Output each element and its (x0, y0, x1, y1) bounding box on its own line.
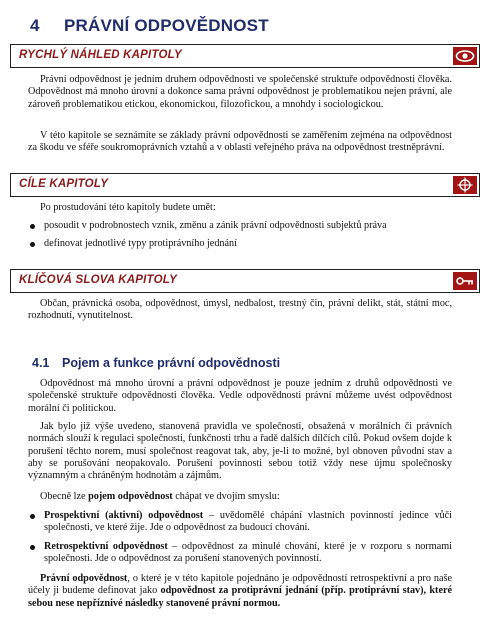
goals-title: CÍLE KAPITOLY (19, 178, 109, 190)
chapter-title: PRÁVNÍ ODPOVĚDNOST (64, 16, 269, 35)
overview-title: RYCHLÝ NÁHLED KAPITOLY (19, 49, 182, 61)
section-paragraph-2: Jak bylo již výše uvedeno, stanovená pravidla ve společnosti, obsažená v morálních či právních normách slouží k regulaci společnosti, funkčnosti trhu a řadě dalších dílčích cílů. Pokud ovšem dojde k porušení těchto norem, musí společnost reagovat tak, aby, je-li to možné, byl obnoven původní stav a aby se porušování neopakovalo. Porušení povinnosti sebou totiž vždy nese újmu společnosky významným a chráněným hodnotám a zájmům. (28, 421, 452, 482)
bullet-icon (30, 514, 35, 519)
key-icon (453, 272, 477, 290)
keywords-title: KLÍČOVÁ SLOVA KAPITOLY (19, 274, 177, 286)
section-paragraph-4: Právní odpovědnost, o které je v této kapitole pojednáno je odpovědností retrospektivní a pro naše účely ji budeme definovat jako odpovědnost za protiprávní jednání (příp. protiprávní stav), které sebou nese nepříznivé následky stanovené právní normou. (28, 573, 453, 609)
goals-item: definovat jednotlivé typy protiprávního jednání (44, 238, 452, 250)
responsibility-bullet: Prospektivní (aktivní) odpovědnost – uvědomělé chápání vlastních povinností jedince vůči společnosti, ve které žije. Jde o odpovědnost za budoucí chování. (44, 510, 452, 535)
section-number: 4.1 (32, 356, 50, 370)
goals-intro: Po prostudování této kapitoly budete umět: (40, 202, 216, 213)
overview-paragraph-1: Právní odpovědnost je jedním druhem odpovědnosti ve společenské struktuře odpovědnosti člověka. Odpovědnost má mnoho úrovní a dokonce sama právní odpovědnost je problematikou nejen právní, ale zároveň problematikou etickou, ekonomickou, filozofickou, a mnohdy i sociologickou. (28, 74, 452, 110)
goals-box (10, 173, 480, 197)
section-paragraph-3: Obecně lze pojem odpovědnost chápat ve dvojím smyslu: (40, 491, 280, 502)
chapter-number: 4 (30, 16, 40, 35)
keywords-text: Občan, právnická osoba, odpovědnost, úmysl, nedbalost, trestný čin, právní delikt, stát, státní moc, rozhodnutí, vynutitelnost. (28, 298, 452, 322)
overview-box (10, 44, 480, 68)
overview-paragraph-2: V této kapitole se seznámíte se základy právní odpovědnosti se zaměřením zejména na odpovědnost za škodu ve sféře soukromoprávních vztahů a v oblasti veřejného práva na odpovědnost trestněprávní. (28, 130, 452, 154)
section-heading (32, 356, 280, 370)
goals-item: posoudit v podrobnostech vznik, změnu a zánik právní odpovědnosti subjektů práva (44, 220, 452, 232)
responsibility-bullet: Retrospektivní odpovědnost – odpovědnost za minulé chování, které je v rozporu s normami společnosti. Jde o odpovědnost za porušení stanovených povinností. (44, 541, 452, 566)
chapter-heading (30, 16, 269, 36)
section-paragraph-1: Odpovědnost má mnoho úrovní a právní odpovědnost je pouze jedním z druhů odpovědnosti ve společenské struktuře odpovědnosti člověka. Vedle odpovědnosti právní můžeme uvést odpovědnost morální či politickou. (28, 378, 452, 414)
bullet-icon (30, 242, 35, 247)
eye-icon (453, 47, 477, 65)
bullet-icon (30, 545, 35, 550)
section-title: Pojem a funkce právní odpovědnosti (62, 356, 281, 370)
bullet-icon (30, 224, 35, 229)
crosshair-icon (453, 176, 477, 194)
keywords-box (10, 269, 480, 293)
